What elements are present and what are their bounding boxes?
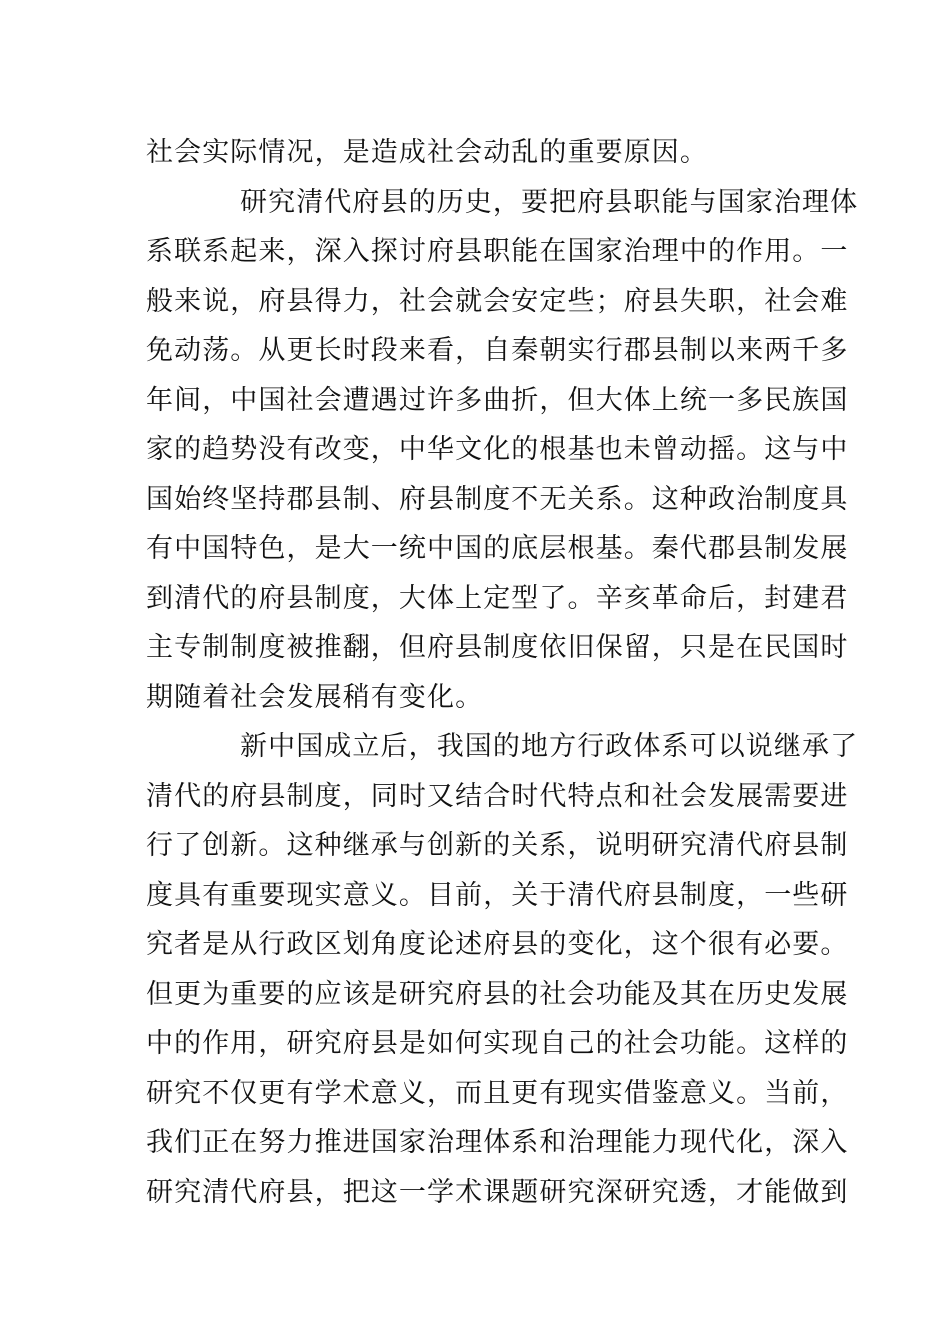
body-text [146, 128, 859, 1217]
paragraph-first-line: 研究清代府县的历史，要把府县职能与国家治理体 [240, 186, 859, 218]
text-line: 行了创新。这种继承与创新的关系，说明研究清代府县制 [146, 830, 849, 861]
text-line: 我们正在努力推进国家治理体系和治理能力现代化，深入 [146, 1127, 849, 1158]
text-line: 社会实际情况，是造成社会动乱的重要原因。 [146, 137, 708, 168]
text-line: 国始终坚持郡县制、府县制度不无关系。这种政治制度具 [146, 483, 849, 515]
text-line: 般来说，府县得力，社会就会安定些；府县失职，社会难 [146, 285, 849, 317]
text-line: 到清代的府县制度，大体上定型了。辛亥革命后，封建君 [146, 582, 849, 614]
text-line: 清代的府县制度，同时又结合时代特点和社会发展需要进 [146, 780, 849, 812]
text-line: 家的趋势没有改变，中华文化的根基也未曾动摇。这与中 [146, 434, 849, 465]
text-line: 主专制制度被推翻，但府县制度依旧保留，只是在民国时 [146, 632, 849, 663]
text-line: 中的作用，研究府县是如何实现自己的社会功能。这样的 [146, 1028, 849, 1059]
text-line: 年间，中国社会遭遇过许多曲折，但大体上统一多民族国 [146, 384, 849, 416]
text-line: 但更为重要的应该是研究府县的社会功能及其在历史发展 [146, 978, 849, 1010]
text-line: 研究清代府县，把这一学术课题研究深研究透，才能做到 [146, 1176, 849, 1208]
text-line: 度具有重要现实意义。目前，关于清代府县制度，一些研 [146, 879, 849, 911]
text-line: 免动荡。从更长时段来看，自秦朝实行郡县制以来两千多 [146, 335, 849, 366]
text-line: 研究不仅更有学术意义，而且更有现实借鉴意义。当前， [146, 1077, 849, 1109]
text-line: 究者是从行政区划角度论述府县的变化，这个很有必要。 [146, 929, 849, 960]
text-line: 期随着社会发展稍有变化。 [146, 681, 484, 713]
paragraph-first-line: 新中国成立后，我国的地方行政体系可以说继承了 [240, 731, 859, 762]
text-line: 有中国特色，是大一统中国的底层根基。秦代郡县制发展 [146, 533, 849, 564]
text-line: 系联系起来，深入探讨府县职能在国家治理中的作用。一 [146, 236, 849, 267]
